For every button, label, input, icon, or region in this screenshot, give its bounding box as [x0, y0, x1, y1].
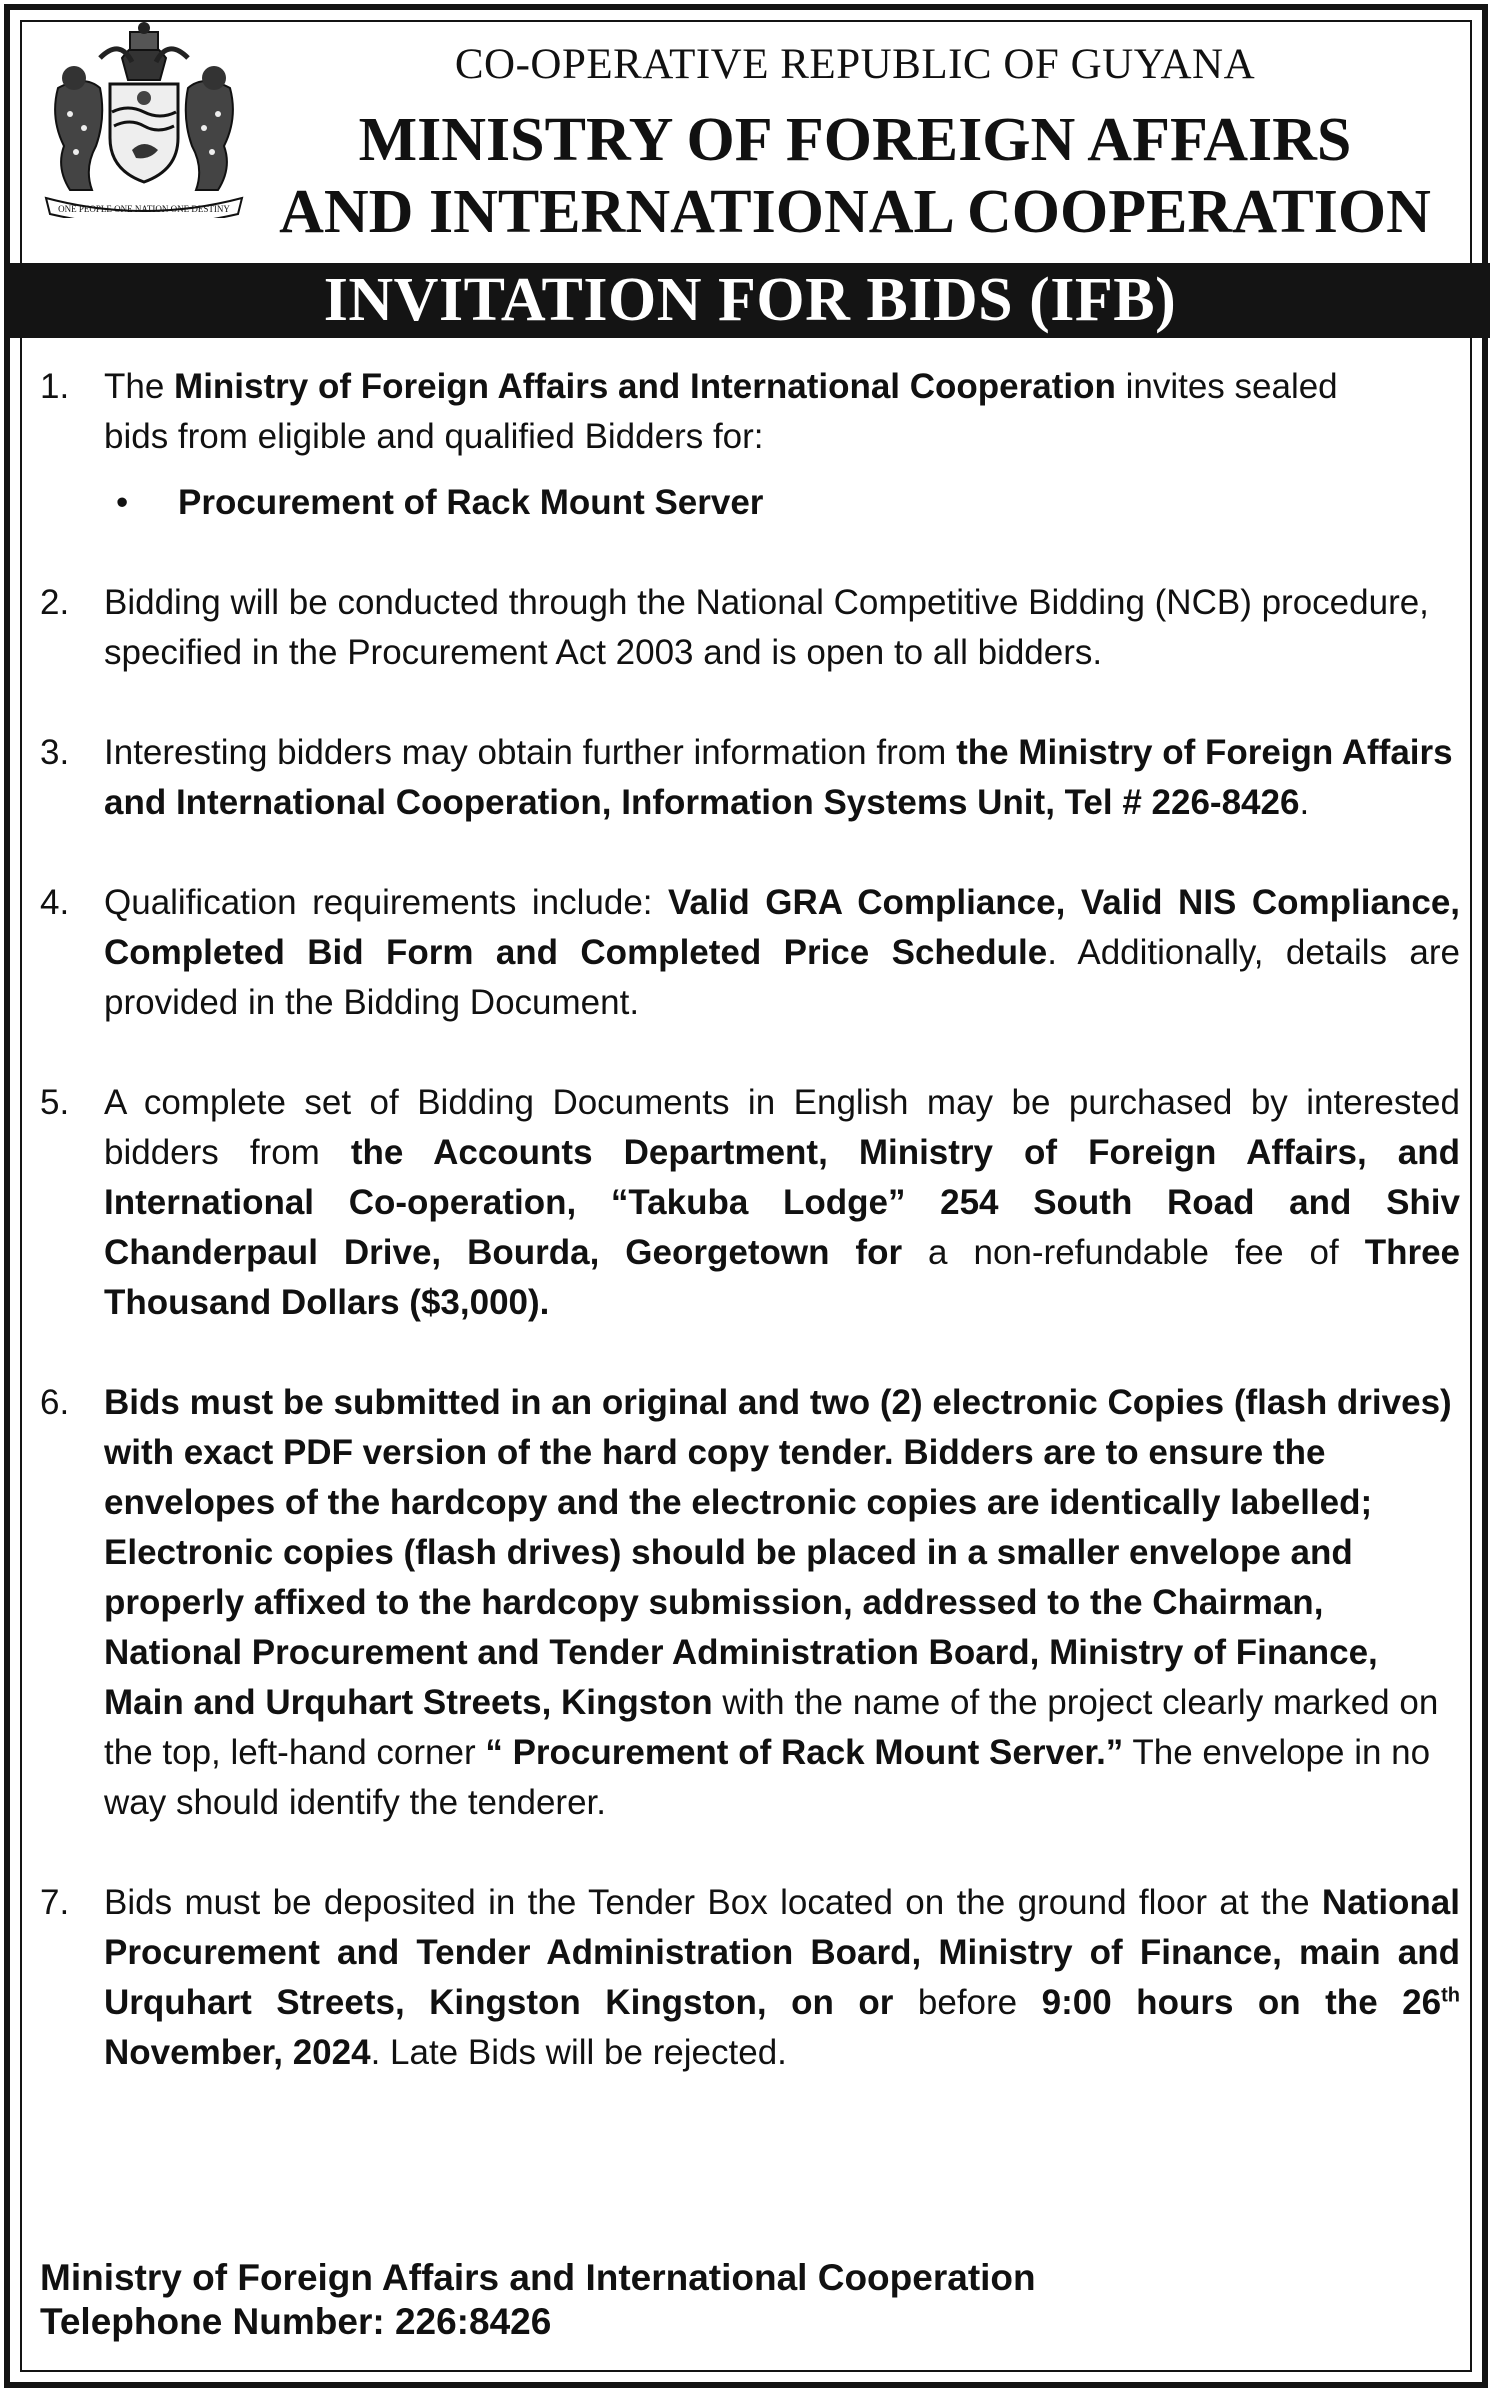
- banner-title: INVITATION FOR BIDS (IFB): [323, 266, 1177, 334]
- text-run: . Late Bids will be rejected.: [370, 2033, 787, 2072]
- bullet-item: [40, 478, 1460, 528]
- clause-4: [40, 878, 1460, 1028]
- clause-text: [104, 1878, 1460, 2078]
- bold-text-run: National Procurement and Tender Administration Board, Ministry of Finance, main and Urquhart Streets, Kingston Kingston, on or: [104, 1883, 1460, 2022]
- guyana-coat-of-arms-icon: [40, 18, 248, 218]
- clause-2: [40, 578, 1460, 678]
- text-run: The: [104, 367, 175, 406]
- contact-footer: [40, 2256, 1036, 2344]
- clause-number: 1.: [40, 367, 70, 406]
- clause-text: [104, 362, 1460, 462]
- clause-number: 3.: [40, 733, 70, 772]
- clause-5: [40, 1078, 1460, 1328]
- text-run: . Additionally, details are provided in the Bidding Document.: [104, 933, 1460, 1022]
- text-run: invites sealed bids from eligible and qualified Bidders for:: [104, 367, 1338, 456]
- clause-3: [40, 728, 1460, 828]
- clause-number: 7.: [40, 1883, 70, 1922]
- bold-text-run: Valid GRA Compliance, Valid NIS Compliance, Completed Bid Form and Completed Price Schedule: [104, 883, 1461, 972]
- bold-text-run: 9:00 hours on the 26: [1041, 1983, 1442, 2022]
- ministry-heading-line2: AND INTERNATIONAL COOPERATION: [279, 178, 1431, 246]
- clause-text: [104, 578, 1460, 678]
- clause-number: 5.: [40, 1083, 70, 1122]
- clause-number: 2.: [40, 583, 70, 622]
- clause-number: 4.: [40, 883, 70, 922]
- bold-text-run: “ Procurement of Rack Mount Server.”: [485, 1733, 1124, 1772]
- clause-1: [40, 362, 1460, 528]
- clause-text: [104, 1078, 1460, 1328]
- clause-number: 6.: [40, 1383, 70, 1422]
- bullet-text: Procurement of Rack Mount Server: [178, 483, 764, 522]
- text-run: with the name of the project clearly marked on the top, left-hand corner: [104, 1683, 1439, 1772]
- text-run: before: [893, 1983, 1042, 2022]
- text-run: .: [1299, 783, 1310, 822]
- title-banner: [10, 263, 1490, 338]
- svg-text:ONE PEOPLE ONE NATION ONE DEST: ONE PEOPLE ONE NATION ONE DESTINY: [58, 204, 230, 214]
- text-run: The envelope in no way should identify the tenderer.: [104, 1733, 1431, 1822]
- text-run: A complete set of Bidding Documents in English may be purchased by interested bidders from: [104, 1083, 1460, 1172]
- footer-telephone: Telephone Number: 226:8426: [40, 2301, 552, 2342]
- footer-organization: Ministry of Foreign Affairs and International Cooperation: [40, 2257, 1036, 2298]
- bold-text-run: Three Thousand Dollars ($3,000).: [104, 1233, 1460, 1322]
- country-heading: CO-OPERATIVE REPUBLIC OF GUYANA: [454, 41, 1256, 88]
- bold-text-run: November, 2024: [104, 2033, 371, 2072]
- clause-text: [104, 1378, 1460, 1828]
- bold-text-run: the Accounts Department, Ministry of Foreign Affairs, and International Co-operation, “Takuba Lodge” 254 South Road and Shiv Chanderpaul Drive, Bourda, Georgetown for: [104, 1133, 1460, 1272]
- bold-text-run: Bids must be submitted in an original and two (2) electronic Copies (flash drives) with exact PDF version of the hard copy tender. Bidders are to ensure the envelopes of the hardcopy and the electronic copies are identically labelled; Electronic copies (flash drives) should be placed in a smaller envelope and properly affixed to the hardcopy submission, addressed to the Chairman, National Procurement and Tender Administration Board, Ministry of Finance, Main and Urquhart Streets, Kingston: [104, 1383, 1452, 1722]
- ministry-heading-line1: MINISTRY OF FOREIGN AFFAIRS: [358, 106, 1352, 174]
- clause-text: [104, 878, 1460, 1028]
- bold-text-run: th: [1441, 1984, 1460, 2007]
- text-run: Qualification requirements include:: [104, 883, 669, 922]
- bold-text-run: the Ministry of Foreign Affairs and International Cooperation, Information Systems Unit, Tel # 226-8426: [104, 733, 1453, 822]
- clause-6: [40, 1378, 1460, 1828]
- text-run: Bidding will be conducted through the National Competitive Bidding (NCB) procedure, specified in the Procurement Act 2003 and is open to all bidders.: [104, 583, 1429, 672]
- clause-7: [40, 1878, 1460, 2078]
- bold-text-run: Ministry of Foreign Affairs and International Cooperation: [174, 367, 1116, 406]
- text-run: Bids must be deposited in the Tender Box located on the ground floor at the: [104, 1883, 1322, 1922]
- text-run: a non-refundable fee of: [902, 1233, 1365, 1272]
- clause-text: [104, 728, 1460, 828]
- ministry-heading: [230, 104, 1480, 248]
- bullet-dot-icon: •: [116, 483, 129, 522]
- text-run: Interesting bidders may obtain further information from: [104, 733, 957, 772]
- notice-body: [40, 362, 1460, 2078]
